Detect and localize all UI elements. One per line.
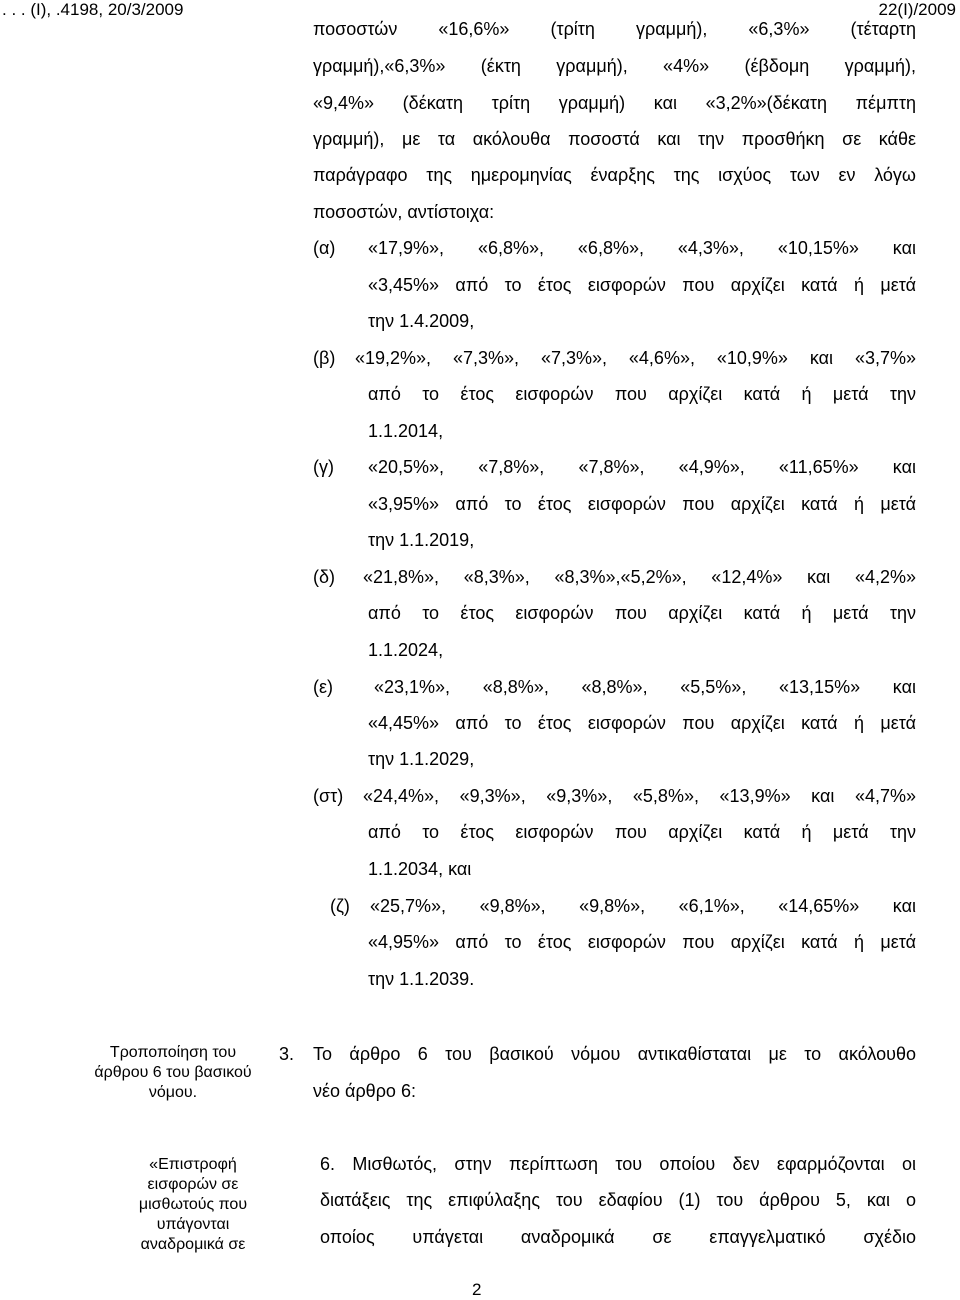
item-label: (β) [313, 348, 336, 368]
item-line: από το έτος εισφορών που αρχίζει κατά ή μετά την [368, 384, 916, 404]
item-line: από το έτος εισφορών που αρχίζει κατά ή μετά την [368, 822, 916, 842]
body-line: γραμμή), με τα ακόλουθα ποσοστά και την προσθήκη σε κάθε [313, 129, 916, 149]
body-line: γραμμή),«6,3%» (έκτη γραμμή), «4%» (έβδομη γραμμή), [313, 56, 916, 76]
body-line: «9,4%» (δέκατη τρίτη γραμμή) και «3,2%»(δέκατη πέμπτη [313, 93, 916, 113]
item-line: «3,45%» από το έτος εισφορών που αρχίζει κατά ή μετά [368, 275, 916, 295]
body-line: ποσοστών «16,6%» (τρίτη γραμμή), «6,3%» (τέταρτη [313, 19, 916, 39]
item-label: (ζ) [330, 896, 350, 916]
item-line: 1.1.2014, [368, 421, 444, 441]
margin-note: «Επιστροφή εισφορών σε μισθωτούς που υπάγονται αναδρομικά σε [138, 1156, 248, 1253]
item-line: την 1.1.2039. [368, 969, 475, 989]
section-line: νέο άρθρο 6: [313, 1081, 416, 1101]
item-line: «23,1%», «8,8%», «8,8%», «5,5%», «13,15%» και [374, 677, 916, 697]
item-line: «4,45%» από το έτος εισφορών που αρχίζει κατά ή μετά [368, 713, 916, 733]
article-line: διατάξεις της επιφύλαξης του εδαφίου (1) του άρθρου 5, και ο [320, 1190, 916, 1210]
margin-note: Τροποποίηση του άρθρου 6 του βασικού νόμου. [94, 1044, 252, 1101]
item-line: «20,5%», «7,8%», «7,8%», «4,9%», «11,65%» και [368, 457, 916, 477]
header-left: . . . (Ι), .4198, 20/3/2009 [2, 0, 184, 19]
article-line: οποίος υπάγεται αναδρομικά σε επαγγελματικό σχέδιο [320, 1227, 916, 1247]
item-line: την 1.1.2019, [368, 530, 475, 550]
item-line: «24,4%», «9,3%», «9,3%», «5,8%», «13,9%» και «4,7%» [363, 786, 916, 806]
item-label: (α) [313, 238, 336, 258]
item-line: «21,8%», «8,3%», «8,3%»,«5,2%», «12,4%» και «4,2%» [363, 567, 916, 587]
item-line: την 1.1.2029, [368, 749, 475, 769]
item-label: (δ) [313, 567, 336, 587]
body-line: ποσοστών, αντίστοιχα: [313, 202, 495, 222]
item-line: «25,7%», «9,8%», «9,8%», «6,1%», «14,65%» και [370, 896, 916, 916]
item-line: από το έτος εισφορών που αρχίζει κατά ή μετά την [368, 603, 916, 623]
item-label: (γ) [313, 457, 334, 477]
article-line: 6. Μισθωτός, στην περίπτωση του οποίου δεν εφαρμόζονται οι [320, 1154, 916, 1174]
item-line: «3,95%» από το έτος εισφορών που αρχίζει κατά ή μετά [368, 494, 916, 514]
section-number: 3. [279, 1044, 295, 1064]
item-line: 1.1.2024, [368, 640, 444, 660]
item-line: «4,95%» από το έτος εισφορών που αρχίζει κατά ή μετά [368, 932, 916, 952]
item-label: (ε) [313, 677, 334, 697]
header-right: 22(Ι)/2009 [878, 0, 956, 19]
item-line: «19,2%», «7,3%», «7,3%», «4,6%», «10,9%» και «3,7%» [355, 348, 916, 368]
item-line: «17,9%», «6,8%», «6,8%», «4,3%», «10,15%» και [368, 238, 916, 258]
page-number: 2 [472, 1280, 482, 1299]
item-line: την 1.4.2009, [368, 311, 475, 331]
section-line: Το άρθρο 6 του βασικού νόμου αντικαθίσταται με το ακόλουθο [313, 1044, 916, 1064]
body-line: παράγραφο της ημερομηνίας έναρξης της ισχύος των εν λόγω [313, 165, 916, 185]
item-line: 1.1.2034, και [368, 859, 472, 879]
item-label: (στ) [313, 786, 344, 806]
